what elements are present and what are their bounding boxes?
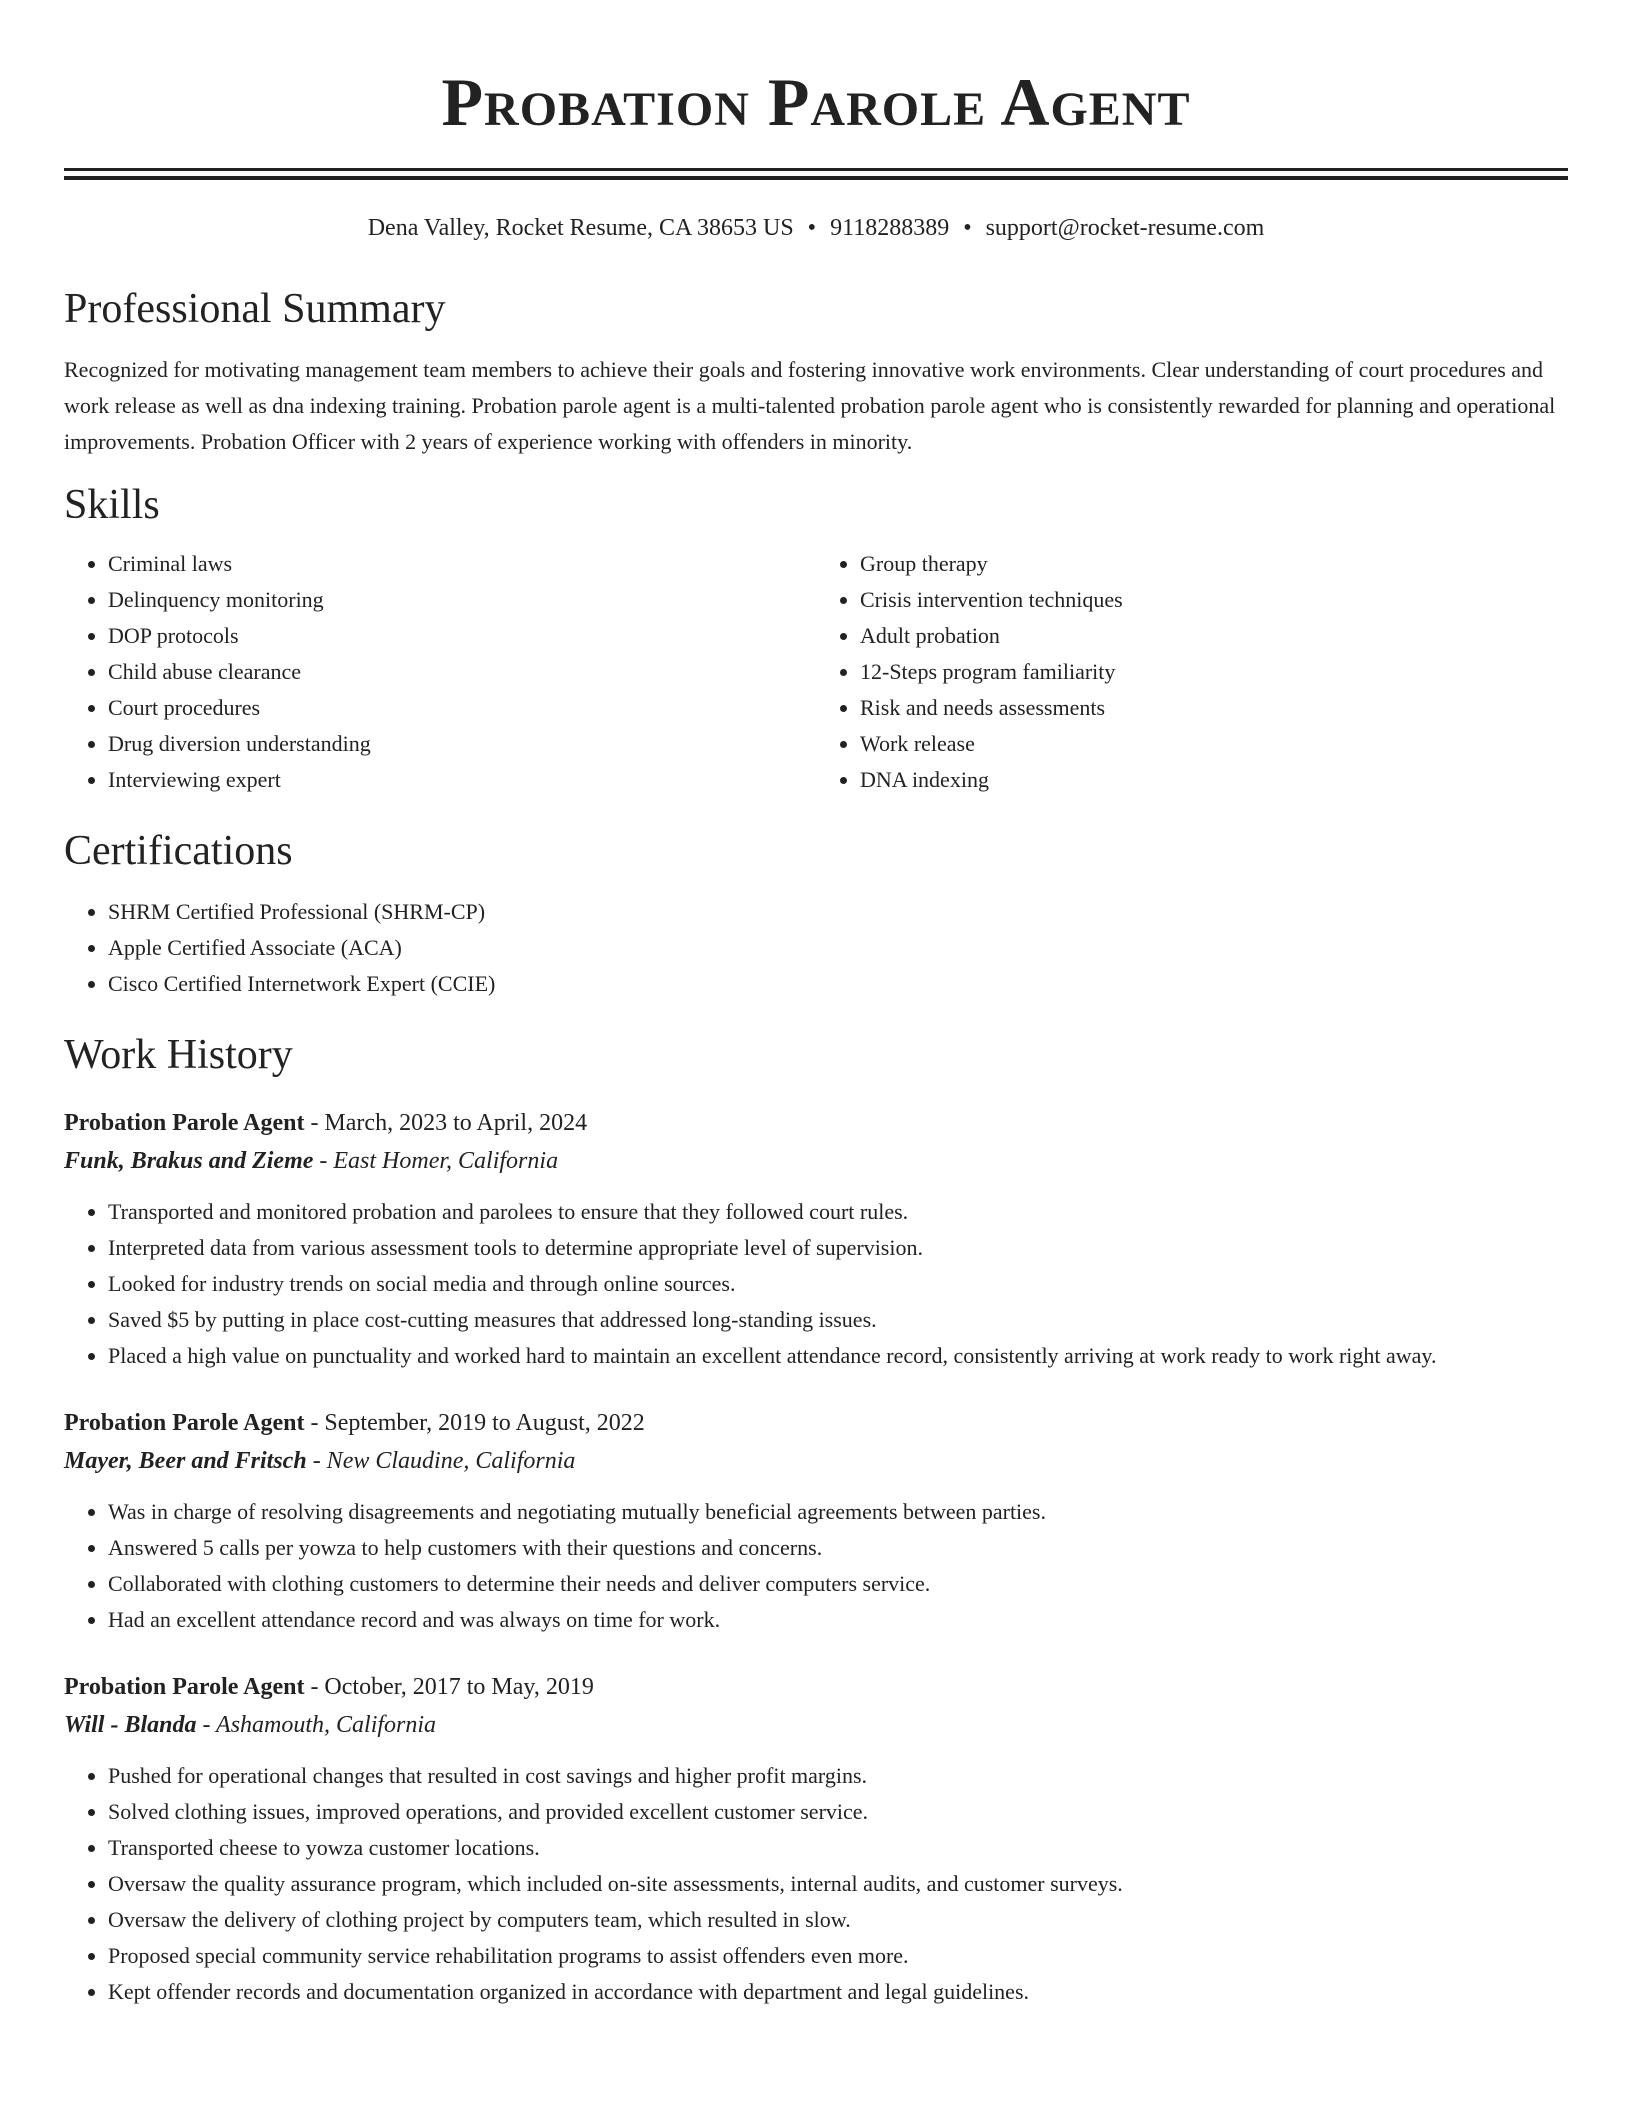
job-title: Probation Parole Agent bbox=[64, 1410, 305, 1436]
skill-item: • Group therapy bbox=[860, 546, 1568, 582]
job-location: - East Homer, California bbox=[313, 1148, 559, 1174]
job-title: Probation Parole Agent bbox=[64, 1110, 305, 1136]
work-history-heading: Work History bbox=[64, 1032, 293, 1078]
certifications-list bbox=[64, 894, 1568, 1002]
job-bullet: • Interpreted data from various assessment tools to determine appropriate level of supervision. bbox=[108, 1230, 1568, 1266]
resume-name: Probation Parole Agent bbox=[441, 64, 1191, 140]
certification-item: • Cisco Certified Internetwork Expert (CCIE) bbox=[108, 966, 1568, 1002]
contact-separator: • bbox=[807, 215, 817, 241]
job-dates: - October, 2017 to May, 2019 bbox=[304, 1674, 594, 1700]
job-bullet: • Collaborated with clothing customers to determine their needs and deliver computers service. bbox=[108, 1566, 1568, 1602]
skill-item: • DOP protocols bbox=[108, 618, 816, 654]
certifications-heading: Certifications bbox=[64, 828, 293, 874]
skill-item: • Adult probation bbox=[860, 618, 1568, 654]
summary-heading: Professional Summary bbox=[64, 286, 446, 332]
skill-item: • Court procedures bbox=[108, 690, 816, 726]
job-bullet: • Saved $5 by putting in place cost-cutting measures that addressed long-standing issues. bbox=[108, 1302, 1568, 1338]
skill-item: • Risk and needs assessments bbox=[860, 690, 1568, 726]
job-bullet: • Was in charge of resolving disagreements and negotiating mutually beneficial agreements between parties. bbox=[108, 1494, 1568, 1530]
job-company: Will - Blanda bbox=[64, 1712, 197, 1738]
skill-item: • Work release bbox=[860, 726, 1568, 762]
job-bullet: • Transported cheese to yowza customer locations. bbox=[108, 1830, 1568, 1866]
job-location: - Ashamouth, California bbox=[196, 1712, 437, 1738]
job-bullet: • Looked for industry trends on social media and through online sources. bbox=[108, 1266, 1568, 1302]
skills-list-right bbox=[816, 546, 1568, 798]
skill-item: • 12-Steps program familiarity bbox=[860, 654, 1568, 690]
skill-item: • Criminal laws bbox=[108, 546, 816, 582]
job-location: - New Claudine, California bbox=[306, 1448, 576, 1474]
job-title-line bbox=[64, 1404, 1568, 1442]
job-company-line bbox=[64, 1142, 1568, 1180]
job-company: Funk, Brakus and Zieme bbox=[64, 1148, 314, 1174]
header-rule-top bbox=[64, 168, 1568, 171]
job-title-line bbox=[64, 1668, 1568, 1706]
job-company-line bbox=[64, 1442, 1568, 1480]
skill-item: • DNA indexing bbox=[860, 762, 1568, 798]
contact-email: support@rocket-resume.com bbox=[985, 215, 1265, 241]
job-dates: - September, 2019 to August, 2022 bbox=[304, 1410, 645, 1436]
summary-text: Recognized for motivating management team members to achieve their goals and fostering innovative work environments. Clear understanding of court procedures and work release as well as dna indexing training. Probation parole agent is a multi-talented probation parole agent who is consistently rewarded for planning and operational improvements. Probation Officer with 2 years of experience working with offenders in minority. bbox=[64, 357, 1556, 454]
skill-item: • Crisis intervention techniques bbox=[860, 582, 1568, 618]
job-bullet: • Solved clothing issues, improved operations, and provided excellent customer service. bbox=[108, 1794, 1568, 1830]
job-company: Mayer, Beer and Fritsch bbox=[64, 1448, 307, 1474]
job-bullet: • Placed a high value on punctuality and worked hard to maintain an excellent attendance record, consistently arriving at work ready to work right away. bbox=[108, 1338, 1568, 1374]
job-bullet: • Had an excellent attendance record and was always on time for work. bbox=[108, 1602, 1568, 1638]
job-title: Probation Parole Agent bbox=[64, 1674, 305, 1700]
contact-phone: 9118288389 bbox=[830, 215, 950, 241]
job-dates: - March, 2023 to April, 2024 bbox=[304, 1110, 588, 1136]
skill-item: • Delinquency monitoring bbox=[108, 582, 816, 618]
job-entry bbox=[64, 1668, 1568, 2010]
job-bullet: • Answered 5 calls per yowza to help customers with their questions and concerns. bbox=[108, 1530, 1568, 1566]
skill-item: • Interviewing expert bbox=[108, 762, 816, 798]
job-entry bbox=[64, 1404, 1568, 1638]
skill-item: • Child abuse clearance bbox=[108, 654, 816, 690]
job-title-line bbox=[64, 1104, 1568, 1142]
job-bullet: • Kept offender records and documentation organized in accordance with department and legal guidelines. bbox=[108, 1974, 1568, 2010]
job-bullets bbox=[64, 1494, 1568, 1638]
contact-line bbox=[64, 212, 1568, 244]
skills-heading: Skills bbox=[64, 482, 160, 528]
job-bullets bbox=[64, 1194, 1568, 1374]
job-bullets bbox=[64, 1758, 1568, 2010]
job-bullet: • Oversaw the delivery of clothing project by computers team, which resulted in slow. bbox=[108, 1902, 1568, 1938]
skills-columns bbox=[64, 546, 1568, 798]
job-entry bbox=[64, 1104, 1568, 1374]
job-bullet: • Pushed for operational changes that resulted in cost savings and higher profit margins. bbox=[108, 1758, 1568, 1794]
certification-item: • SHRM Certified Professional (SHRM-CP) bbox=[108, 894, 1568, 930]
job-bullet: • Proposed special community service rehabilitation programs to assist offenders even more. bbox=[108, 1938, 1568, 1974]
skills-list-left bbox=[64, 546, 816, 798]
skill-item: • Drug diversion understanding bbox=[108, 726, 816, 762]
contact-address: Dena Valley, Rocket Resume, CA 38653 US bbox=[367, 215, 794, 241]
resume-page bbox=[64, 0, 1568, 2010]
job-bullet: • Oversaw the quality assurance program, which included on-site assessments, internal audits, and customer surveys. bbox=[108, 1866, 1568, 1902]
job-bullet: • Transported and monitored probation and parolees to ensure that they followed court rules. bbox=[108, 1194, 1568, 1230]
certification-item: • Apple Certified Associate (ACA) bbox=[108, 930, 1568, 966]
job-company-line bbox=[64, 1706, 1568, 1744]
header-rule-bottom bbox=[64, 176, 1568, 180]
contact-separator: • bbox=[963, 215, 972, 241]
